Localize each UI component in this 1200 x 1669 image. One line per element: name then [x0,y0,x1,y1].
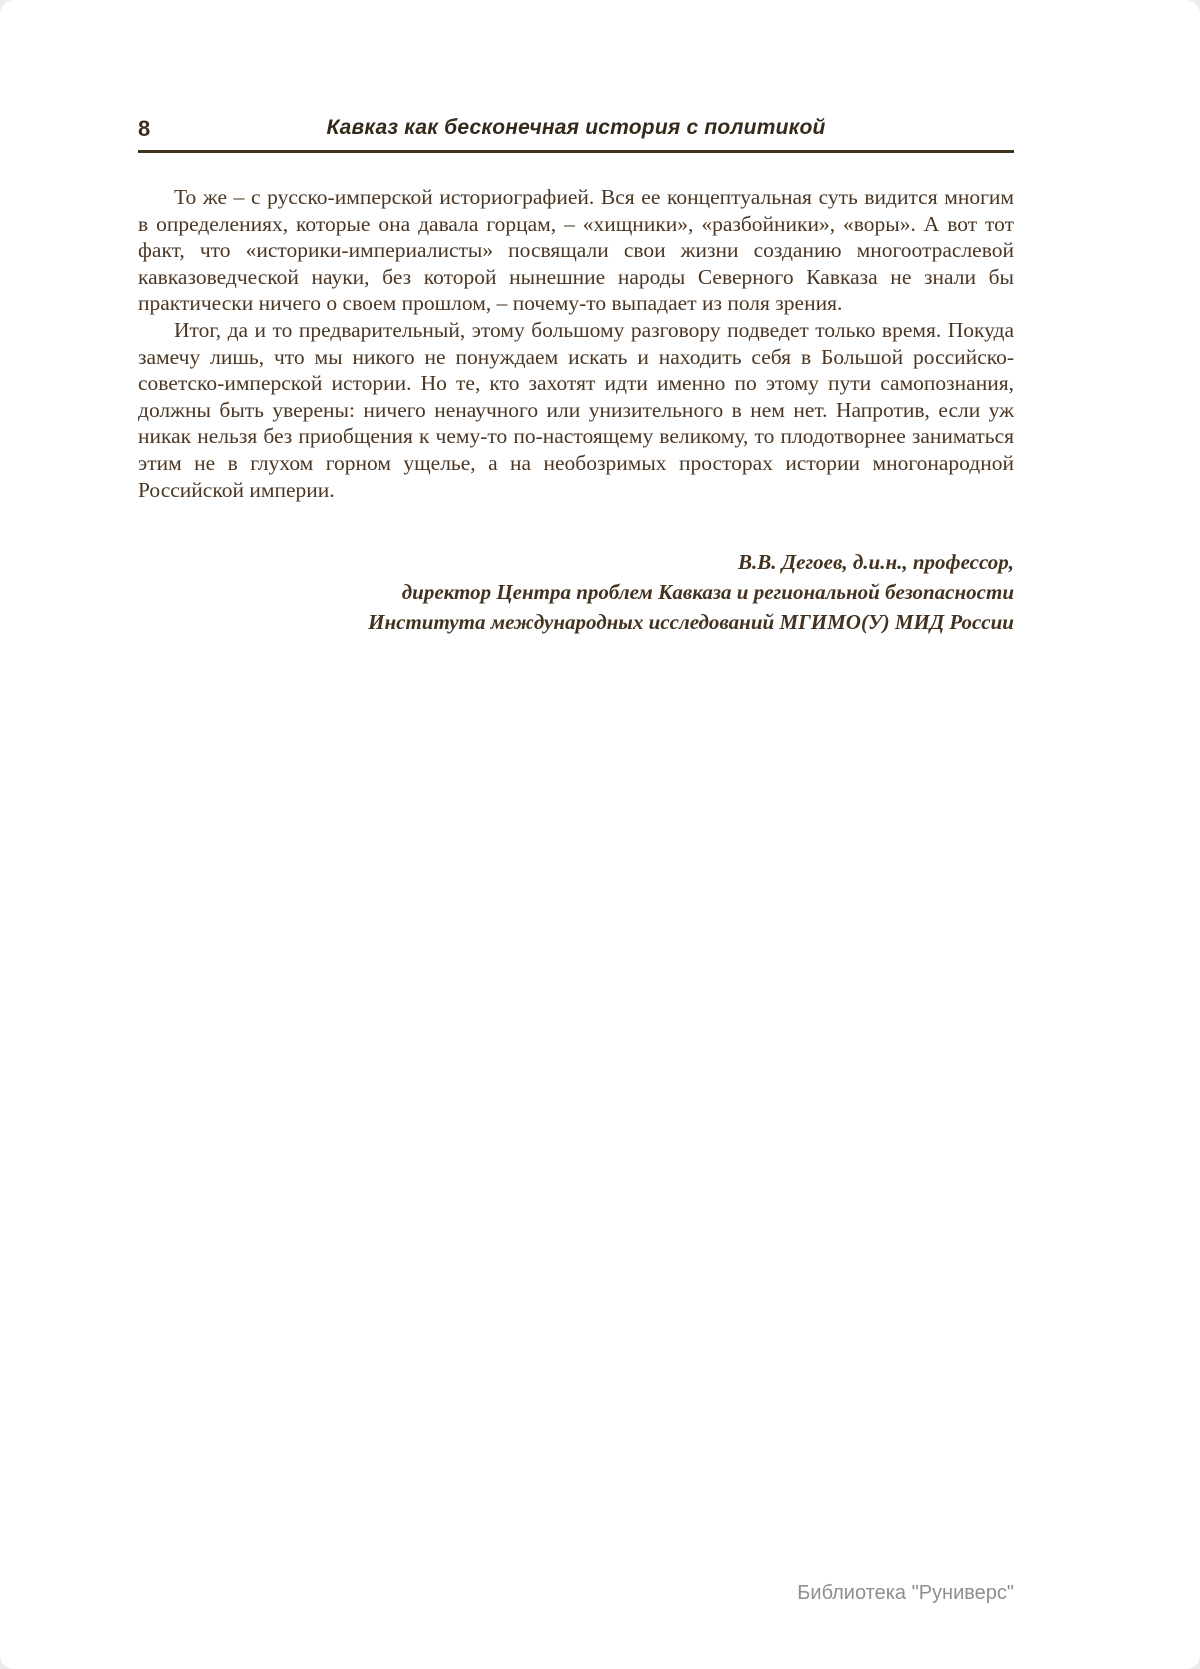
page-number: 8 [138,116,151,141]
signature-block [138,547,1014,637]
paragraph-2: Итог, да и то предварительный, этому большому разговору подведет только время. Покуда замечу лишь, что мы никого не понуждаем искать и находить себя в Большой российско-советско-имперской истории. Но те, кто захотят идти именно по этому пути самопознания, должны быть уверены: ничего ненаучного или унизительного в нем нет. Напротив, если уж никак нельзя без приобщения к чему-то по-настоящему великому, то плодотворнее заниматься этим не в глухом горном ущелье, а на необозримых просторах истории многонародной Российской империи. [138,317,1014,502]
running-header [138,116,1014,146]
signature-line-3: Института международных исследований МГИМО(У) МИД России [368,610,1014,635]
paragraph-1: То же – с русско-имперской историографией. Вся ее концептуальная суть видится многим в определениях, которые она давала горцам, – «хищники», «разбойники», «воры». А вот тот факт, что «историки-империалисты» посвящали свои жизни созданию многоотраслевой кавказоведческой науки, без которой нынешние народы Северного Кавказа не знали бы практически ничего о своем прошлом, – почему-то выпадает из поля зрения. [138,185,1014,316]
running-header-title: Кавказ как бесконечная история с политикой [326,116,826,139]
library-watermark [138,1582,1014,1605]
header-rule [138,150,1014,153]
page-body [138,184,1014,637]
watermark-text: Библиотека "Руниверс" [797,1582,1014,1604]
signature-line-1: В.В. Дегоев, д.и.н., профессор, [737,550,1014,575]
signature-line-2: директор Центра проблем Кавказа и региональной безопасности [401,580,1014,605]
